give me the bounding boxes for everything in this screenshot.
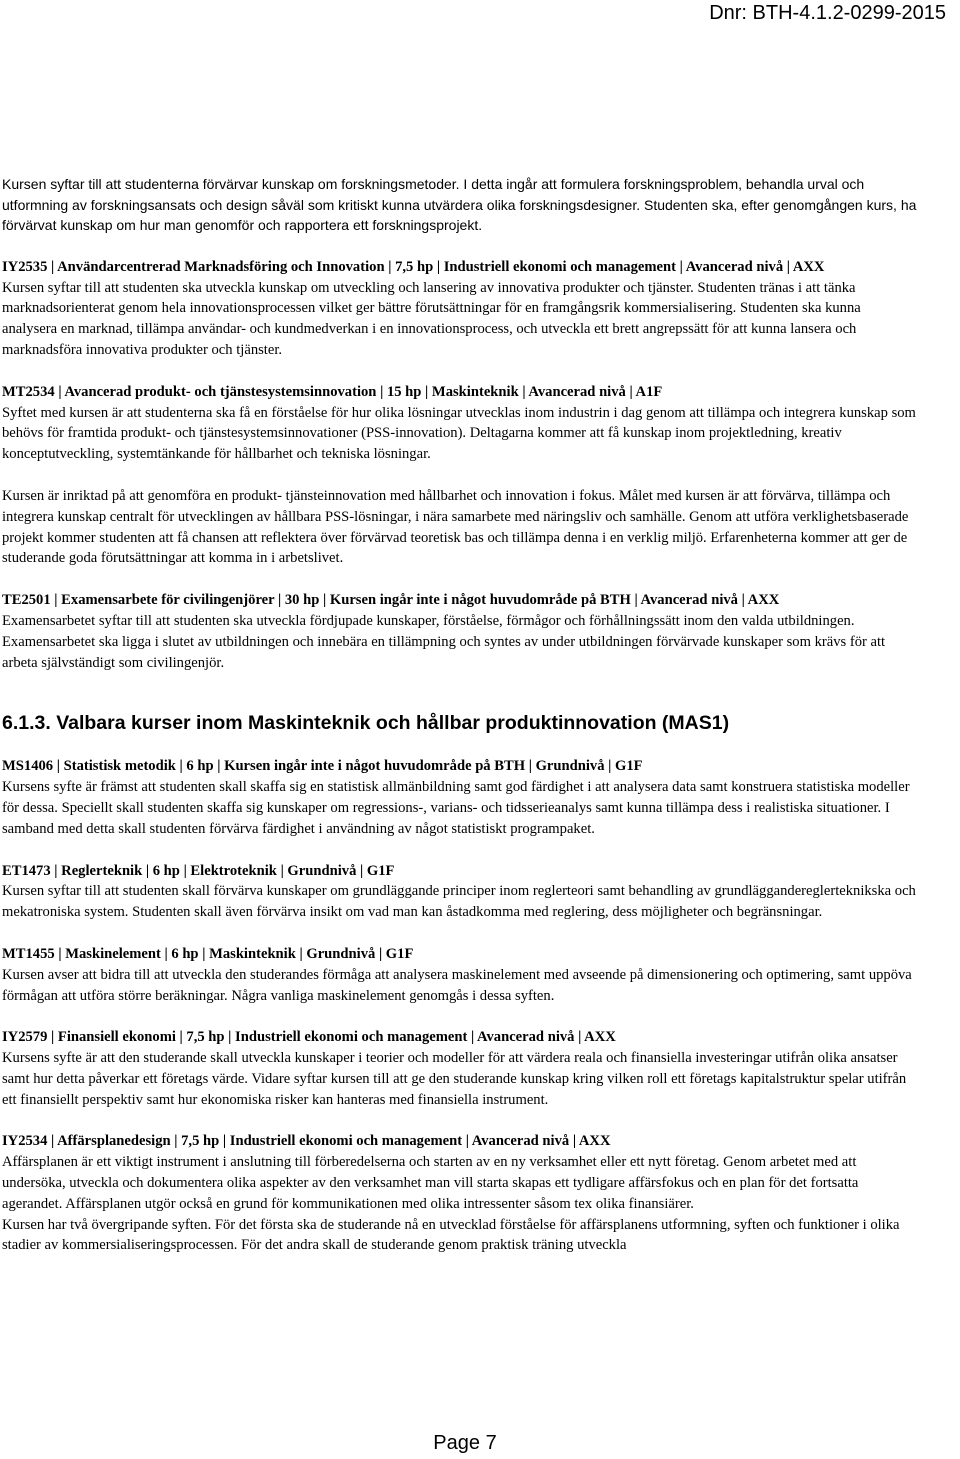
course-heading: ET1473 | Reglerteknik | 6 hp | Elektroteknik | Grundnivå | G1F <box>2 862 395 879</box>
course-heading: IY2534 | Affärsplanedesign | 7,5 hp | Industriell ekonomi och management | Avancerad nivå | AXX <box>2 1133 611 1150</box>
course-description: Kursen syftar till att studenten skall förvärva kunskaper om grundläggande principer inom reglerteori samt behandling av grundläggandereglerteknikska och mekatroniska system. Studenten skall även förvärva insikt om vad man kan åstadkomma med reglering, dess möjligheter och begränsningar. <box>2 883 916 921</box>
course-heading: MT1455 | Maskinelement | 6 hp | Maskinteknik | Grundnivå | G1F <box>2 945 414 962</box>
course-heading: MT2534 | Avancerad produkt- och tjänstesystemsinnovation | 15 hp | Maskinteknik | Avancerad nivå | A1F <box>2 383 663 400</box>
course-description: Kursens syfte är att den studerande skall utveckla kunskaper i teorier och modeller för att värdera reala och finansiella investeringar utifrån olika ansatser samt hur detta påverkar ett företags värde. Vidare syftar kursen till att ge den studerande kunskap kring vilken roll ett företags kapitalstruktur spelar utifrån ett finansiellt perspektiv samt hur ekonomiska risker kan hanteras med finansiella instrument. <box>2 1050 907 1108</box>
course-block <box>2 590 918 673</box>
course-block <box>2 257 918 361</box>
intro-paragraph: Kursen syftar till att studenterna förvärvar kunskap om forskningsmetoder. I detta ingår att formulera forskningsproblem, behandla urval och utformning av forskningsansats och design såväl som kritiskt kunna utvärdera olika forskningsdesigner. Studenten ska, efter genomgången kurs, ha förvärvat kunskap om hur man genomför och rapportera ett forskningsprojekt. <box>2 176 917 234</box>
course-description: Kursen är inriktad på att genomföra en produkt- tjänsteinnovation med hållbarhet och innovation i fokus. Målet med kursen är att förvärva, tillämpa och integrera kunskap centralt för utvecklingen av hållbara PSS-lösningar, i nära samarbete med näringsliv och samhälle. Genom att utföra verklighetsbaserade projekt kommer studenten att få chansen att reflektera över förvärvad teoretisk bas och tillämpa denna i en verklig miljö. Erfarenheterna kommer att ger de studerande goda förutsättningar att komma in i arbetslivet. <box>2 487 909 567</box>
document-number: Dnr: BTH-4.1.2-0299-2015 <box>709 2 946 24</box>
course-description: Kursens syfte är främst att studenten skall skaffa sig en statistisk allmänbildning samt god färdighet i att analysera data samt konstruera statistiska modeller för dessa. Speciellt skall studenten skaffa sig kunskaper om regressions-, varians- och tidsserieanalys samt kunna tillämpa dess i realistiska situationer. I samband med detta skall studenten förvärva färdighet i användning av något statistiskt programpaket. <box>2 779 910 837</box>
course-heading: IY2579 | Finansiell ekonomi | 7,5 hp | Industriell ekonomi och management | Avancerad nivå | AXX <box>2 1029 616 1046</box>
course-heading: IY2535 | Användarcentrerad Marknadsföring och Innovation | 7,5 hp | Industriell ekonomi och management | Avancerad nivå | AXX <box>2 258 825 275</box>
course-description: Affärsplanen är ett viktigt instrument i anslutning till förberedelserna och starten av en ny verksamhet eller ett nytt företag. Genom arbetet med att undersöka, utveckla och dokumentera olika aspekter av den verksamhet man vill starta skapas ett tydligare affärsfokus och en plan för det fortsatta agerandet. Affärsplanen utgör också en grund för kommunikationen med olika intressenter såsom tex olika finansiärer. <box>2 1154 859 1212</box>
course-description: Kursen har två övergripande syften. För det första ska de studerande nå en utvecklad förståelse för affärsplanens utformning, syften och funktioner i olika stadier av kommersialiseringsprocessen. För det andra skall de studerande genom praktisk träning utveckla <box>2 1216 900 1254</box>
course-heading: TE2501 | Examensarbete för civilingenjörer | 30 hp | Kursen ingår inte i något huvudområde på BTH | Avancerad nivå | AXX <box>2 592 780 609</box>
course-block <box>2 1131 918 1256</box>
course-block <box>2 1027 918 1110</box>
course-description: Kursen syftar till att studenten ska utveckla kunskap om utveckling och lansering av innovativa produkter och tjänster. Studenten tränas i att tänka marknadsorienterat genom hela innovationsprocessen vilket ger bättre förutsättningar för en framgångsrik kommersialisering. Studenten ska kunna analysera en marknad, tillämpa användar- och kundmedverkan i en innovationsprocess, och utveckla ett brett angrepssätt för att kunna lansera och marknadsföra innovativa produkter och tjänster. <box>2 279 861 358</box>
course-block <box>2 382 918 569</box>
page-number: Page 7 <box>433 1432 497 1454</box>
course-heading: MS1406 | Statistisk metodik | 6 hp | Kursen ingår inte i något huvudområde på BTH | Grundnivå | G1F <box>2 758 643 775</box>
section-heading: 6.1.3. Valbara kurser inom Maskinteknik och hållbar produktinnovation (MAS1) <box>2 712 730 735</box>
course-description: Kursen avser att bidra till att utveckla den studerandes förmåga att analysera maskinelement med avseende på dimensionering och optimering, samt uppöva förmågan att utföra större beräkningar. Några vanliga maskinelement genomgås i dessa syften. <box>2 966 912 1004</box>
course-description: Examensarbetet syftar till att studenten ska utveckla fördjupade kunskaper, förståelse, förmågor och förhållningssätt inom den valda utbildningen. Examensarbetet ska ligga i slutet av utbildningen och innebära en tillämpning och syntes av under utbildningen förvärvade kunskaper som krävs för att arbeta självständigt som civilingenjör. <box>2 612 886 671</box>
course-block <box>2 756 918 839</box>
page-content <box>2 174 918 1256</box>
course-block <box>2 944 918 1006</box>
course-description: Syftet med kursen är att studenterna ska få en förståelse för hur olika lösningar utvecklas inom industrin i dag genom att tillämpa och integrera kunskap som behövs för framtida produkt- och tjänstesystemsinnovationer (PSS-innovation). Deltagarna kommer att få kunskap inom projektledning, kreativ konceptutveckling, systemtänkande för hållbarhet och tekniska lösningar. <box>2 404 916 463</box>
course-block <box>2 861 918 923</box>
paragraph-gap <box>2 465 918 486</box>
